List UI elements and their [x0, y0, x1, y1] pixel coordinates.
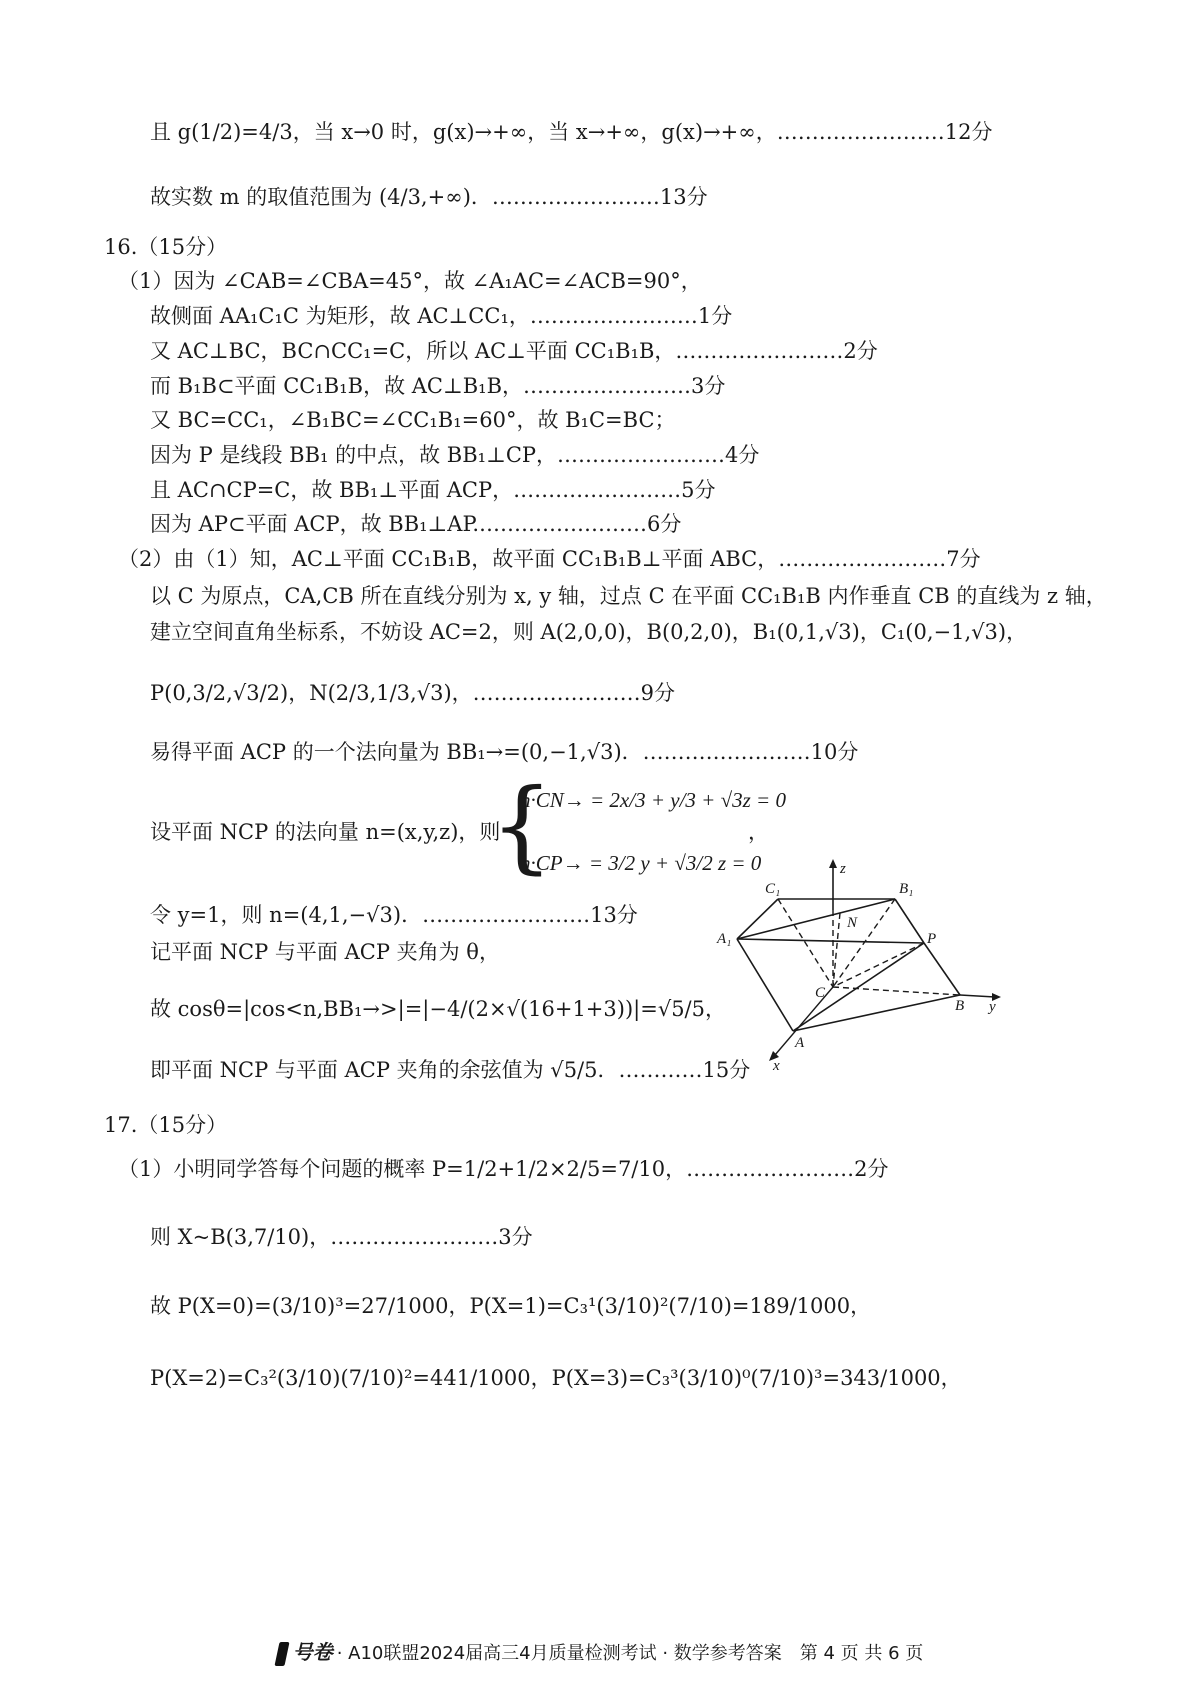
text-line: 令 y=1，则 n=(4,1,−√3)．……………………13分	[150, 903, 638, 927]
geometry-figure	[715, 855, 1045, 1075]
equation: n·CP→ = 3/2 y + √3/2 z = 0	[520, 851, 762, 875]
text-line: ，	[748, 820, 769, 844]
text-line: 易得平面 ACP 的一个法向量为 BB₁→=(0,−1,√3)．……………………10分	[150, 740, 859, 764]
footer-brand: 号卷	[292, 1640, 333, 1664]
question-heading: 16.（15分）	[104, 235, 228, 259]
text-line: P(X=2)=C₃²(3/10)(7/10)²=441/1000，P(X=3)=C₃³(3/10)⁰(7/10)³=343/1000，	[150, 1366, 962, 1390]
text-line: 而 B₁B⊂平面 CC₁B₁B，故 AC⊥B₁B，……………………3分	[150, 374, 726, 398]
label-B1: B₁	[899, 881, 914, 897]
text-line: 建立空间直角坐标系，不妨设 AC=2，则 A(2,0,0)，B(0,2,0)，B₁(0,1,√3)，C₁(0,−1,√3)，	[150, 620, 1028, 644]
label-N: N	[847, 915, 858, 931]
text-line: 因为 P 是线段 BB₁ 的中点，故 BB₁⊥CP，……………………4分	[150, 443, 760, 467]
text-line: 且 g(1/2)=4/3，当 x→0 时，g(x)→+∞，当 x→+∞，g(x)→+∞，……………………12分	[150, 120, 993, 144]
footer-text: · A10联盟2024届高三4月质量检测考试 · 数学参考答案 第 4 页 共 6 页	[336, 1643, 924, 1664]
label-A1: A₁	[717, 931, 732, 947]
page-footer	[0, 1636, 1200, 1666]
text-line: （1）小明同学答每个问题的概率 P=1/2+1/2×2/5=7/10，……………………2分	[118, 1157, 889, 1181]
text-line: 即平面 NCP 与平面 ACP 夹角的余弦值为 √5/5．…………15分	[150, 1058, 751, 1082]
label-C1: C₁	[765, 881, 781, 897]
text-line: 故实数 m 的取值范围为 (4/3,+∞)．……………………13分	[150, 185, 708, 209]
system-brace: {	[490, 767, 554, 884]
equation: n·CN→ = 2x/3 + y/3 + √3z = 0	[520, 788, 786, 812]
label-B: B	[955, 998, 965, 1014]
text-line: 则 X~B(3,7/10)，……………………3分	[150, 1225, 533, 1249]
label-A: A	[795, 1035, 805, 1051]
label-y: y	[989, 999, 996, 1015]
label-x: x	[773, 1058, 780, 1074]
text-line: （1）因为 ∠CAB=∠CBA=45°，故 ∠A₁AC=∠ACB=90°，	[118, 269, 702, 293]
label-z: z	[840, 861, 846, 877]
text-line: P(0,3/2,√3/2)，N(2/3,1/3,√3)，……………………9分	[150, 681, 676, 705]
logo-icon	[274, 1642, 289, 1666]
label-C: C	[815, 985, 826, 1001]
text-line: 又 BC=CC₁，∠B₁BC=∠CC₁B₁=60°，故 B₁C=BC；	[150, 408, 676, 432]
text-line: 设平面 NCP 的法向量 n=(x,y,z)，则	[150, 820, 501, 844]
text-line: 记平面 NCP 与平面 ACP 夹角为 θ，	[150, 940, 500, 964]
question-heading: 17.（15分）	[104, 1113, 228, 1137]
label-P: P	[927, 931, 937, 947]
text-line: 以 C 为原点，CA,CB 所在直线分别为 x, y 轴，过点 C 在平面 CC₁B₁B 内作垂直 CB 的直线为 z 轴，	[150, 584, 1107, 608]
text-line: 又 AC⊥BC，BC∩CC₁=C，所以 AC⊥平面 CC₁B₁B，……………………2分	[150, 339, 878, 363]
text-line: 故侧面 AA₁C₁C 为矩形，故 AC⊥CC₁，……………………1分	[150, 304, 733, 328]
text-line: 故 P(X=0)=(3/10)³=27/1000，P(X=1)=C₃¹(3/10)²(7/10)=189/1000，	[150, 1294, 872, 1318]
text-line: 故 cosθ=|cos<n,BB₁→>|=|−4/(2×√(16+1+3))|=√5/5，	[150, 997, 726, 1021]
text-line: （2）由（1）知，AC⊥平面 CC₁B₁B，故平面 CC₁B₁B⊥平面 ABC，……………………7分	[118, 547, 981, 571]
text-line: 且 AC∩CP=C，故 BB₁⊥平面 ACP，……………………5分	[150, 478, 716, 502]
text-line: 因为 AP⊂平面 ACP，故 BB₁⊥AP.……………………6分	[150, 512, 682, 536]
